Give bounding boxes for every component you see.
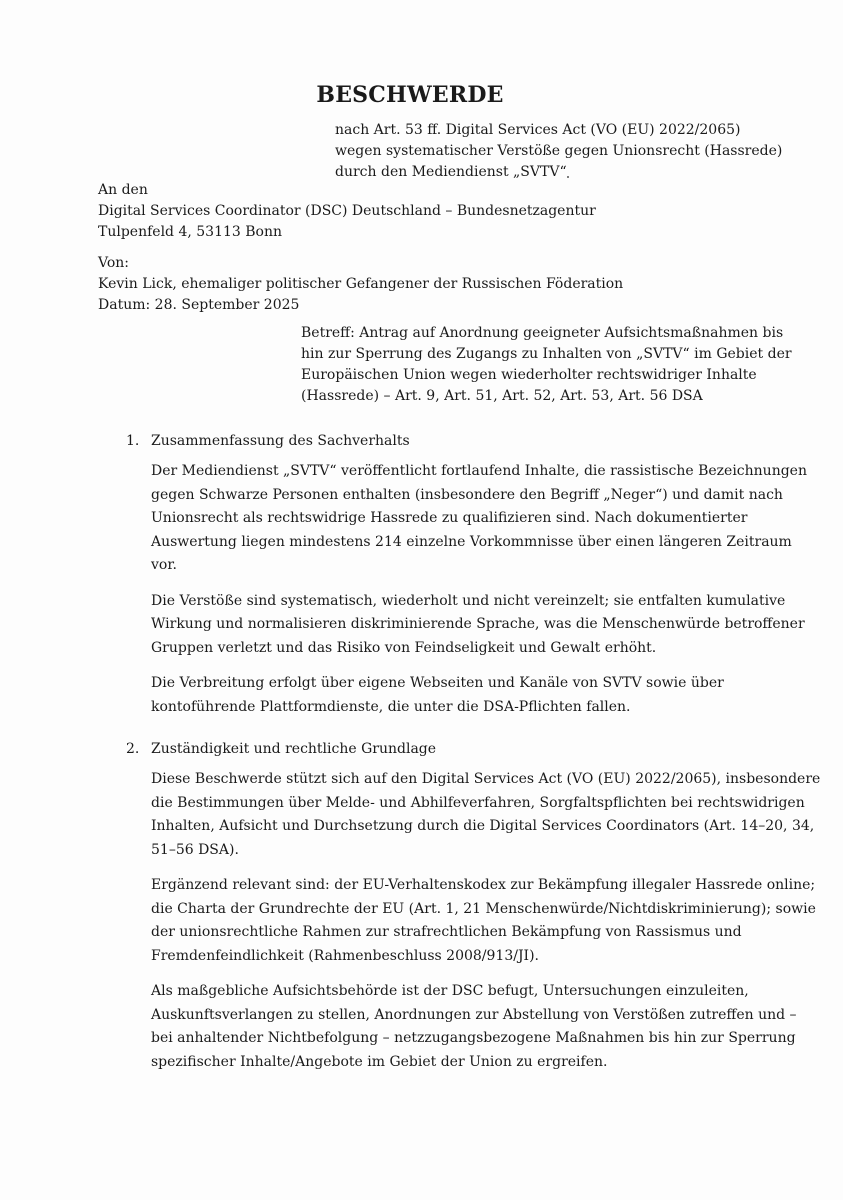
document-subtitle [335,120,782,183]
subject-line: hin zur Sperrung des Zugangs zu Inhalten von „SVTV“ im Gebiet der [301,346,792,362]
text-line: Wirkung und normalisieren diskriminierende Sprache, was die Menschenwürde betroffener [151,616,805,632]
subject-line: Europäischen Union wegen wiederholter rechtswidriger Inhalte [301,367,757,383]
paragraph [151,672,766,719]
text-line: Ergänzend relevant sind: der EU-Verhaltenskodex zur Bekämpfung illegaler Hassrede online; [151,877,816,893]
text-line: Auskunftsverlangen zu stellen, Anordnungen zur Abstellung von Verstößen zutreffen und – [151,1006,797,1023]
text-line: die Charta der Grundrechte der EU (Art. 1, 21 Menschenwürde/Nichtdiskriminierung); sowie [151,900,816,917]
paragraph [151,768,821,862]
text-line: die Bestimmungen über Melde- und Abhilfeverfahren, Sorgfaltspflichten bei rechtswidrigen [151,794,805,811]
recipient-address [98,180,596,243]
text-line: gegen Schwarze Personen enthalten (insbesondere den Begriff „Neger“) und damit nach [151,486,783,503]
text-line: Fremdenfeindlichkeit (Rahmenbeschluss 2008/913/JI). [151,947,539,964]
address-line: An den [98,182,148,198]
text-line: bei anhaltender Nichtbefolgung – netzzugangsbezogene Maßnahmen bis hin zur Sperrung [151,1030,796,1046]
text-line: Diese Beschwerde stützt sich auf den Digital Services Act (VO (EU) 2022/2065), insbesondere [151,771,821,787]
sender-line: Von: [98,255,129,271]
subtitle-line: durch den Mediendienst „SVTV“ [335,164,567,180]
document-title: BESCHWERDE [316,82,504,108]
text-line: Als maßgebliche Aufsichtsbehörde ist der DSC befugt, Untersuchungen einzuleiten, [151,983,749,999]
section-summary [126,431,807,719]
section-heading [126,739,766,760]
subtitle-line: nach Art. 53 ff. Digital Services Act (VO (EU) 2022/2065) [335,122,741,138]
section-number: 2. [126,741,140,757]
section-title: Zusammenfassung des Sachverhalts [151,433,410,449]
text-line: Unionsrecht als rechtswidrige Hassrede zu qualifizieren sind. Nach dokumentierter [151,510,748,526]
text-line: der unionsrechtliche Rahmen zur strafrechtlichen Bekämpfung von Rassismus und [151,924,742,940]
text-line: vor. [151,557,177,573]
text-line: kontoführende Plattformdienste, die unter die DSA-Pflichten fallen. [151,698,631,715]
subtitle-line: wegen systematischer Verstöße gegen Unionsrecht (Hassrede) [335,143,783,159]
subject-line: (Hassrede) – Art. 9, Art. 51, Art. 52, Art. 53, Art. 56 DSA [301,388,703,404]
address-line: Tulpenfeld 4, 53113 Bonn [98,224,282,240]
sender-block [98,253,623,316]
subject-block [301,323,792,407]
text-line: 51–56 DSA). [151,841,239,858]
text-line: Gruppen verletzt und das Risiko von Feindseligkeit und Gewalt erhöht. [151,639,657,656]
paragraph [151,460,807,578]
paragraph [151,980,797,1074]
text-line: Der Mediendienst „SVTV“ veröffentlicht fortlaufend Inhalte, die rassistische Bezeichnungen [151,463,807,479]
text-line: Die Verbreitung erfolgt über eigene Webseiten und Kanäle von SVTV sowie über [151,675,724,691]
section-title: Zuständigkeit und rechtliche Grundlage [151,741,437,757]
section-number: 1. [126,433,140,449]
text-line: spezifischer Inhalte/Angebote im Gebiet der Union zu ergreifen. [151,1053,608,1070]
text-line: Auswertung liegen mindestens 214 einzelne Vorkommnisse über einen längeren Zeitraum [151,533,792,550]
text-line: Inhalten, Aufsicht und Durchsetzung durch die Digital Services Coordinators (Art. 14–20, 34, [151,818,815,834]
section-jurisdiction [126,739,821,1074]
sender-line: Kevin Lick, ehemaliger politischer Gefangener der Russischen Föderation [98,276,624,292]
text-line: Die Verstöße sind systematisch, wiederholt und nicht vereinzelt; sie entfalten kumulative [151,592,786,609]
scan-speck [567,176,569,178]
subject-line: Betreff: Antrag auf Anordnung geeigneter Aufsichtsmaßnahmen bis [301,325,784,341]
paragraph [151,874,816,968]
sender-date: Datum: 28. September 2025 [98,297,300,313]
paragraph [151,590,805,661]
address-line: Digital Services Coordinator (DSC) Deutschland – Bundesnetzagentur [98,203,596,219]
section-heading [126,431,766,452]
